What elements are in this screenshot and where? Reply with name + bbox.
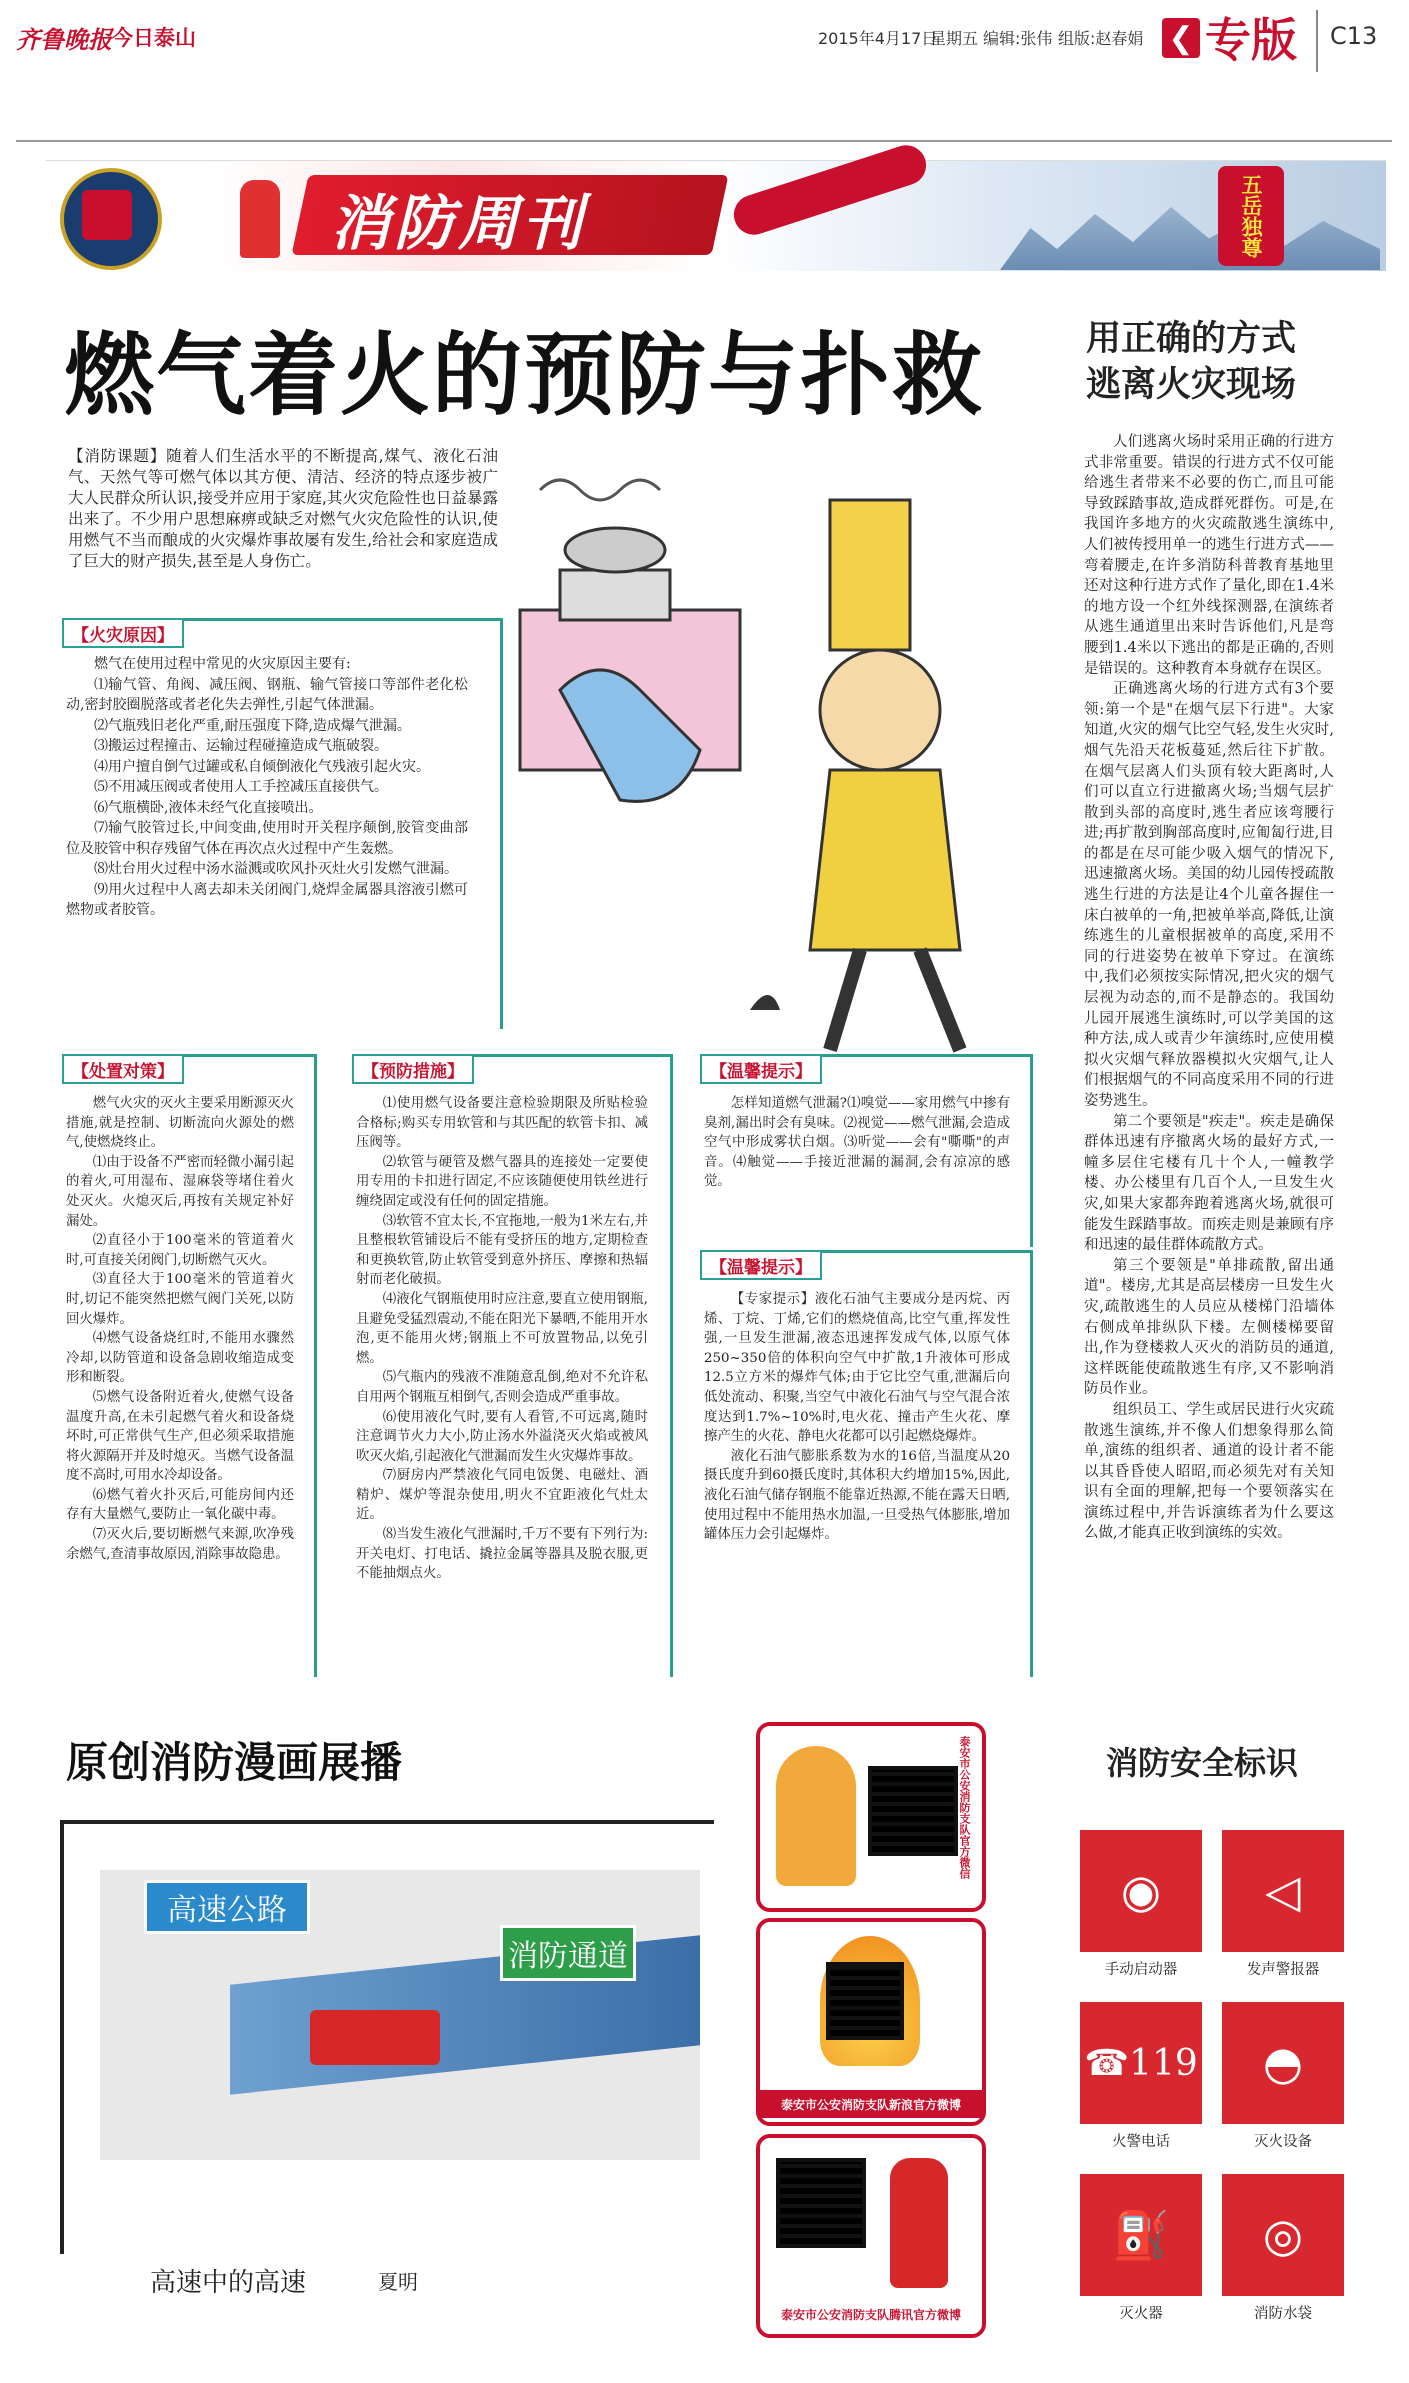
fire-truck-icon (310, 2010, 440, 2065)
causes-para: ⑸不用减压阀或者使用人工手控减压直接供气。 (94, 779, 388, 795)
qr-card-sina (756, 1918, 986, 2126)
sign-label: 手动启动器 (1104, 1962, 1178, 1978)
extinguisher-mascot-icon (890, 2158, 948, 2288)
badge-emblem-icon (82, 190, 132, 240)
masthead-rule (16, 140, 1392, 142)
comic-section-title: 原创消防漫画展播 (66, 1738, 403, 1787)
measures-body (66, 1094, 294, 1564)
masthead-divider (1316, 10, 1318, 72)
firefighter-mascot-icon (776, 1746, 856, 1886)
causes-para: ⑶搬运过程撞击、运输过程碰撞造成气瓶破裂。 (94, 738, 388, 754)
chevron-left-icon: ❮ (1162, 18, 1200, 58)
causes-para: ⑼用火过程中人离去却未关闭阀门,烧焊金属器具溶液引燃可燃物或者胶管。 (66, 881, 468, 918)
prevention-label: 【预防措施】 (352, 1054, 474, 1084)
sign-label: 发声警报器 (1246, 1962, 1320, 1978)
measures-para: ⑷燃气设备烧红时,不能用水骤然冷却,以防管道和设备急剧收缩造成变形和断裂。 (66, 1331, 294, 1386)
side-para: 第二个要领是"疾走"。疾走是确保群体迅速有序撤离火场的最好方式,一幢多层住宅楼有几十个人,一幢教学楼、办公楼里有几百个人,一旦发生火灾,如果大家都奔跑着逃离火场,就很可能发生踩踏事故。而疾走则是兼顾有序和迅速的最佳群体疏散方式。 (1084, 1113, 1334, 1254)
fire-lane-sign: 消防通道 (500, 1925, 636, 1981)
special-edition-label: 专版 (1205, 13, 1297, 67)
prevention-para: ⑻当发生液化气泄漏时,千万不要有下列行为:开关电灯、打电话、撬拉金属等器具及脱衣服,更不能抽烟点火。 (356, 1527, 648, 1582)
pot-icon (565, 528, 665, 572)
banner-title: 消防周刊 (330, 189, 586, 259)
safety-signs-title: 消防安全标识 (1106, 1744, 1299, 1782)
causes-para: ⑻灶台用火过程中汤水溢溅或吹风扑灭灶火引发燃气泄漏。 (94, 861, 458, 877)
causes-body (66, 654, 468, 921)
issue-date: 2015年4月17日 (818, 29, 938, 48)
causes-para: ⑵气瓶残旧老化严重,耐压强度下降,造成爆气泄漏。 (94, 717, 411, 734)
tip2-para: 【专家提示】液化石油气主要成分是丙烷、丙烯、丁烷、丁烯,它们的燃烧值高,比空气重,挥发性强,一旦发生泄漏,液态迅速挥发成气体,以原气体250~350倍的体积向空气中扩散,1升液体可形成12.5立方米的爆炸气体;由于它比空气重,泄漏后向低处流动、积聚,当空气中液化石油气与空气混合浓度达到1.7%~10%时,电火花、撞击产生火花、摩擦产生的火花、静电火花都可以引起燃烧爆炸。 (704, 1292, 1010, 1445)
side-headline (1086, 316, 1296, 408)
tip1-para: 怎样知道燃气泄漏?⑴嗅觉——家用燃气中掺有臭剂,漏出时会有臭味。⑵视觉——燃气泄漏,会造成空气中形成雾状白烟。⑶听觉——会有"嘶嘶"的声音。⑷触觉——手接近泄漏的漏洞,会有凉凉的感觉。 (704, 1096, 1010, 1190)
qr-card-text: 泰安市公安消防支队腾讯官方微博 (780, 2308, 961, 2322)
person-jacket (810, 770, 960, 950)
intro-paragraph: 【消防课题】随着人们生活水平的不断提高,煤气、液化石油气、天然气等可燃气体以其方便、清洁、经济的特点逐步被广大人民群众所认识,接受并应用于家庭,其火灾危险性也日益暴露出来了。不少用户思想麻痹或缺乏对燃气火灾危险性的认识,使用燃气不当而酿成的火灾爆炸事故屡有发生,给社会和家庭造成了巨大的财产损失,甚至是人身伤亡。 (68, 447, 498, 570)
fire-equipment-icon: ◓ (1222, 2002, 1344, 2124)
side-para: 第三个要领是"单排疏散,留出通道"。楼房,尤其是高层楼房一旦发生火灾,疏散逃生的人员应从楼梯门沿墙体右侧成单排纵队下楼。左侧楼梯要留出,作为登楼救人灭火的消防员的通道,这样既能使疏散逃生有序,又不影响消防员作业。 (1084, 1257, 1334, 1398)
side-headline-line2: 逃离火灾现场 (1086, 365, 1297, 405)
comic-author: 夏明 (378, 2270, 418, 2294)
page-number: C13 (1330, 22, 1378, 50)
manual-alarm-icon: ◉ (1080, 1830, 1202, 1952)
sign-label: 消防水袋 (1254, 2306, 1312, 2322)
sign-label: 火警电话 (1112, 2134, 1170, 2150)
side-para: 组织员工、学生或居民进行火灾疏散逃生演练,并不像人们想象得那么简单,演练的组织者、通道的设计者不能以其昏昏使人昭昭,而必须先对有关知识有全面的理解,把每一个要领落实在演练过程中,并告诉演练者为什么要这么做,才能真正收到演练的实效。 (1084, 1401, 1334, 1542)
layout-credit: 组版:赵春娟 (1058, 29, 1144, 48)
side-para: 人们逃离火场时采用正确的行进方式非常重要。错误的行进方式不仅可能给逃生者带来不必要的伤亡,而且可能导致踩踏事故,造成群死群伤。可是,在我国许多地方的火灾疏散逃生演练中,人们被传授用单一的逃生行进方式——弯着腰走,在许多消防科普教育基地里还对这种行进方式作了量化,即在1.4米的地方设一个红外线探测器,在演练者从逃生通道里出来时告诉他们,凡是弯腰到1.4米以下逃出的都是正确的,否则是错误的。这种教育本身就存在误区。 (1084, 434, 1334, 677)
tip2-body (704, 1290, 1010, 1545)
alarm-horn-icon: ◁ (1222, 1830, 1344, 1952)
side-article-body (1084, 432, 1334, 1544)
side-headline-line1: 用正确的方式 (1086, 319, 1297, 359)
gas-fire-illustration (500, 470, 1060, 1080)
comic-caption: 高速中的高速 (150, 2268, 307, 2298)
causes-para: ⑹气瓶横卧,液体未经气化直接喷出。 (94, 799, 323, 816)
mount-tai-seal: 五岳独尊 (1218, 166, 1284, 266)
measures-para: ⑶直径大于100毫米的管道着火时,切记不能突然把燃气阀门关死,以防回火爆炸。 (66, 1272, 294, 1327)
prevention-para: ⑴使用燃气设备要注意检验期限及所贴检验合格标;购买专用软管和与其匹配的软管卡扣、减压阀等。 (356, 1096, 648, 1151)
main-headline: 燃气着火的预防与扑救 (64, 322, 984, 428)
highway-sign: 高速公路 (144, 1880, 310, 1934)
steam-icon (540, 480, 660, 500)
tip1-body (704, 1094, 1010, 1192)
fire-hydrant-icon (240, 180, 280, 258)
sign-label: 灭火设备 (1254, 2134, 1312, 2150)
qr-card-wechat (756, 1722, 986, 1912)
measures-para: ⑴由于设备不严密而轻微小漏引起的着火,可用湿布、湿麻袋等堵住着火处灭火。火熄灭后,再按有关规定补好漏处。 (66, 1154, 294, 1229)
qr-code-icon (826, 1962, 904, 2040)
causes-para: ⑴输气管、角阀、减压阀、钢瓶、输气管接口等部件老化松动,密封胶圈脱落或者老化失去弹性,引起气体泄漏。 (66, 676, 468, 713)
causes-label: 【火灾原因】 (62, 618, 184, 648)
measures-para: ⑹燃气着火扑灭后,可能房间内还存有大量燃气,要防止一氧化碳中毒。 (66, 1487, 294, 1523)
issue-weekday: 星期五 (930, 29, 979, 48)
measures-label: 【处置对策】 (62, 1054, 184, 1084)
measures-para: ⑺灭火后,要切断燃气来源,吹净残余燃气,查清事故原因,消除事故隐患。 (66, 1527, 294, 1562)
section-name: 今日泰山 (112, 26, 196, 50)
prevention-para: ⑷液化气钢瓶使用时应注意,要直立使用钢瓶,且避免受猛烈震动,不能在阳光下暴晒,不能用开水泡,更不能用火烤;钢瓶上不可放置物品,以免引燃。 (356, 1291, 648, 1366)
tip2-label: 【温馨提示】 (700, 1250, 822, 1280)
prevention-body (356, 1094, 648, 1584)
measures-para: ⑸燃气设备附近着火,使燃气设备温度升高,在未引起燃气着火和设备烧坏时,可正常供气生产,但必须采取措施将火源隔开并及时熄灭。当燃气设备温度不高时,可用水冷却设备。 (66, 1389, 294, 1484)
qr-card-text: 泰安市公安消防支队新浪官方微博 (780, 2098, 961, 2112)
window-icon (830, 500, 910, 650)
causes-para: ⑷用户擅自倒气过罐或私自倾倒液化气残液引起火灾。 (94, 758, 430, 775)
newspaper-brand: 齐鲁晚报 (16, 25, 112, 54)
fire-hose-icon: ◎ (1222, 2174, 1344, 2296)
editor-credit: 编辑:张伟 (983, 29, 1053, 48)
prevention-para: ⑵软管与硬管及燃气器具的连接处一定要使用专用的卡扣进行固定,不应该随便使用铁丝进行缠绕固定或没有任何的固定措施。 (356, 1154, 648, 1209)
prevention-para: ⑺厨房内严禁液化气同电饭煲、电磁灶、酒精炉、煤炉等混杂使用,明火不宜距液化气灶太近。 (356, 1468, 648, 1523)
prevention-para: ⑹使用液化气时,要有人看管,不可远离,随时注意调节火力大小,防止汤水外溢浇灭火焰或被风吹灭火焰,引起液化气泄漏而发生火灾爆炸事故。 (356, 1409, 648, 1464)
qr-code-icon (776, 2158, 866, 2248)
person-legs (830, 950, 960, 1050)
sign-label: 灭火器 (1119, 2306, 1163, 2322)
phone-119-icon: ☎119 (1080, 2002, 1202, 2124)
tip2-para: 液化石油气膨胀系数为水的16倍,当温度从20摄氏度升到60摄氏度时,其体积大约增加15%,因此,液化石油气储存钢瓶不能靠近热源,不能在露天日晒,使用过程中不能用热水加温,一旦受热气体膨胀,增加罐体压力会引起爆炸。 (704, 1448, 1010, 1543)
measures-para: 燃气火灾的灭火主要采用断源灭火措施,就是控制、切断流向火源处的燃气,使燃烧终止。 (66, 1096, 294, 1151)
slipper-icon (750, 995, 780, 1010)
side-para: 正确逃离火场的行进方式有3个要领:第一个是"在烟气层下行进"。大家知道,火灾的烟气比空气轻,发生火灾时,烟气先沿天花板蔓延,然后往下扩散。在烟气层离人们头顶有较大距离时,人们可以直立行进撤离火场;当烟气层扩散到头部的高度时,逃生者应该弯腰行进;再扩散到胸部高度时,应匍匐行进,目的都是在尽可能少吸入烟气的情况下,迅速撤离火场。美国的幼儿园传授疏散逃生行进的方法是让4个儿童各握住一床白被单的一角,把被单举高,降低,让演练逃生的儿童根据被单的高度,采用不同的行进姿势在被单下穿过。在演练中,我们必须按实际情况,把火灾的烟气层视为动态的,而不是静态的。我国幼儿园开展逃生演练时,可以学美国的这种方法,成人或青少年演练时,应使用模拟火灾烟气释放器模拟火灾烟气,让人们根据烟气的不同高度采用不同的行进姿势逃生。 (1084, 681, 1334, 1109)
qr-card-text: 泰安市公安消防支队官方微信 (958, 1736, 971, 1879)
causes-para: ⑺输气胶管过长,中间变曲,使用时开关程序颠倒,胶管变曲部位及胶管中积存残留气体在再次点火过程中产生轰燃。 (66, 820, 468, 857)
measures-para: ⑵直径小于100毫米的管道着火时,可直接关闭阀门,切断燃气灭火。 (66, 1233, 294, 1268)
tip1-label: 【温馨提示】 (700, 1054, 822, 1084)
stove-icon (560, 570, 670, 620)
causes-para: 燃气在使用过程中常见的火灾原因主要有: (94, 656, 351, 672)
person-head (820, 650, 940, 770)
qr-code-icon (868, 1766, 958, 1856)
qr-card-tencent (756, 2134, 986, 2338)
prevention-para: ⑶软管不宜太长,不宜拖地,一般为1米左右,并且整根软管铺设后不能有受挤压的地方,定期检查和更换软管,防止软管受到意外挤压、摩擦和热辐射而老化破损。 (356, 1213, 648, 1288)
extinguisher-icon: ⛽ (1080, 2174, 1202, 2296)
prevention-para: ⑸气瓶内的残液不准随意乱倒,绝对不允许私自用两个钢瓶互相倒气,否则会造成严重事故。 (356, 1370, 648, 1405)
